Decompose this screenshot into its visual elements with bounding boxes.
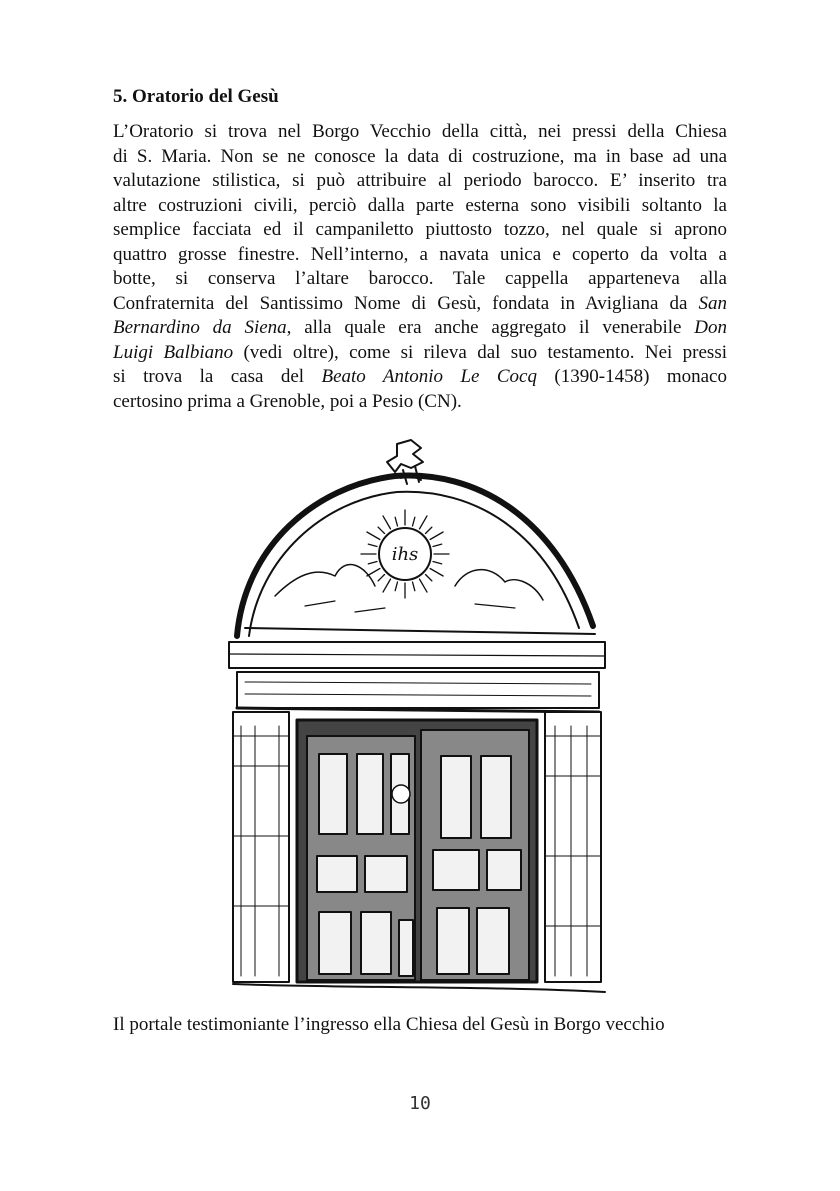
page-number: 10 — [409, 1093, 431, 1114]
italic-run: Don — [694, 317, 727, 338]
sun-ray — [433, 562, 442, 564]
sun-ray — [413, 517, 415, 526]
left-pilaster — [233, 712, 289, 982]
text-run: botte, si conserva l’altare barocco. Tale cappella apparteneva alla — [113, 268, 727, 289]
section-heading: 5. Oratorio del Gesù — [113, 86, 279, 107]
paragraph-line — [113, 316, 727, 341]
paragraph-line — [113, 365, 727, 390]
sun-ray — [378, 575, 384, 581]
text-run: semplice facciata ed il campaniletto piuttosto tozzo, nel quale si aprono — [113, 219, 727, 240]
sun-ray — [426, 575, 432, 581]
paragraph-line — [113, 145, 727, 170]
paragraph-line — [113, 169, 727, 194]
paragraph-line — [113, 292, 727, 317]
sun-ray — [367, 532, 380, 540]
sun-ray — [383, 579, 391, 592]
sun-ray — [433, 544, 442, 546]
italic-run: Beato Antonio Le Cocq — [321, 366, 537, 387]
paragraph-line — [113, 218, 727, 243]
figure-caption: Il portale testimoniante l’ingresso ella Chiesa del Gesù in Borgo vecchio — [113, 1014, 665, 1035]
paragraph-line — [113, 341, 727, 366]
sun-ray — [378, 527, 384, 533]
emblem-monogram: ihs — [391, 544, 419, 565]
sun-ray — [430, 569, 443, 577]
paragraph-line — [113, 120, 727, 145]
italic-run: Bernardino da Siena — [113, 317, 287, 338]
sun-ray — [395, 582, 397, 591]
text-run: , alla quale era anche aggregato il venerabile — [286, 317, 695, 338]
text-run: (vedi oltre), come si rileva dal suo testamento. Nei pressi — [233, 341, 727, 363]
text-run: certosino prima a Grenoble, poi a Pesio (CN). — [113, 390, 462, 412]
sun-ray — [420, 579, 428, 592]
text-run: quattro grosse finestre. Nell’interno, a navata unica e coperto da volta a — [113, 243, 727, 265]
italic-run: Luigi Balbiano — [113, 341, 234, 363]
portal-drawing — [215, 436, 615, 1001]
text-run: Confraternita del Santissimo Nome di Gesù, fondata in Avigliana da — [113, 292, 699, 314]
paragraph-line — [113, 194, 727, 219]
body-paragraph — [113, 120, 727, 414]
sun-ray — [383, 516, 391, 529]
cornice — [229, 642, 605, 712]
sun-ray — [426, 527, 432, 533]
sun-ray — [367, 569, 380, 577]
text-run: di S. Maria. Non se ne conosce la data di costruzione, ma in base ad una — [113, 145, 727, 167]
sun-ray — [368, 562, 377, 564]
paragraph-line — [113, 390, 727, 415]
sun-ray — [420, 516, 428, 529]
sun-ray — [413, 582, 415, 591]
text-run: altre costruzioni civili, perciò dalla parte esterna sono visibili soltanto la — [113, 194, 727, 216]
text-run: L’Oratorio si trova nel Borgo Vecchio della città, nei pressi della Chiesa — [113, 121, 727, 142]
paragraph-line — [113, 267, 727, 292]
text-run: (1390-1458) monaco — [537, 366, 727, 387]
italic-run: San — [698, 292, 727, 314]
text-run: si trova la casa del — [113, 366, 322, 387]
paragraph-line — [113, 243, 727, 268]
text-run: valutazione stilistica, si può attribuire al periodo barocco. E’ inserito tra — [113, 170, 727, 191]
sun-ray — [395, 517, 397, 526]
sun-ray — [368, 544, 377, 546]
sun-ray — [430, 532, 443, 540]
right-pilaster — [545, 712, 601, 982]
